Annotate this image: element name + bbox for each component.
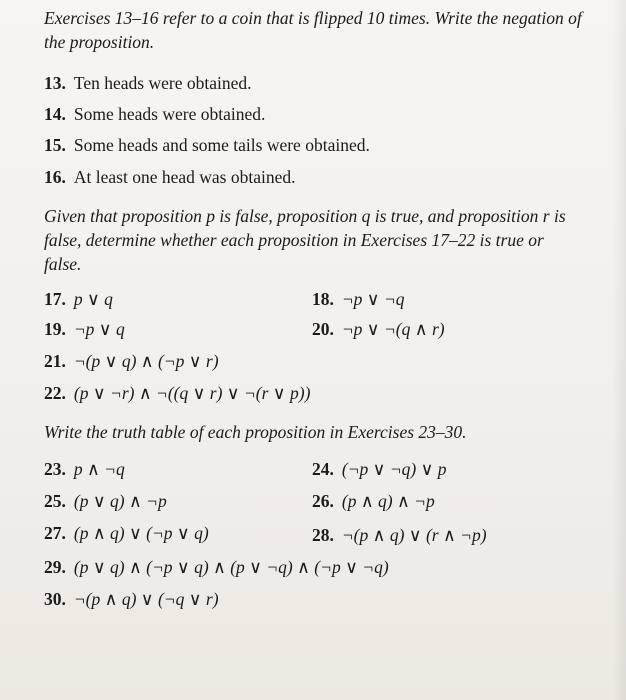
exercise-23	[44, 458, 125, 480]
exercise-formula: ¬p ∨ ¬(q ∧ r)	[341, 319, 445, 339]
instruction-13-16: Exercises 13–16 refer to a coin that is flipped 10 times. Write the negation of the proposition.	[44, 8, 582, 52]
exercise-number: 13.	[44, 73, 66, 93]
exercise-13	[44, 72, 251, 94]
exercise-25	[44, 490, 167, 512]
exercise-formula: p ∧ ¬q	[73, 459, 125, 479]
exercise-formula: (p ∨ ¬r) ∧ ¬((q ∨ r) ∨ ¬(r ∨ p))	[73, 383, 311, 403]
exercise-number: 16.	[44, 167, 66, 187]
exercise-number: 15.	[44, 135, 66, 155]
exercise-number: 28.	[312, 525, 334, 545]
exercise-17	[44, 288, 113, 310]
exercise-26	[312, 490, 435, 512]
exercise-29	[44, 556, 389, 578]
exercise-15	[44, 134, 370, 156]
exercise-number: 22.	[44, 383, 66, 403]
exercise-number: 24.	[312, 459, 334, 479]
exercise-number: 19.	[44, 319, 66, 339]
exercise-formula: ¬(p ∧ q) ∨ (¬q ∨ r)	[73, 589, 219, 609]
exercise-formula: (p ∧ q) ∧ ¬p	[341, 491, 435, 511]
exercise-number: 14.	[44, 104, 66, 124]
exercise-formula: ¬(p ∨ q) ∧ (¬p ∨ r)	[73, 351, 219, 371]
exercise-number: 23.	[44, 459, 66, 479]
exercise-formula: (p ∧ q) ∨ (¬p ∨ q)	[73, 523, 209, 543]
exercise-27	[44, 522, 209, 544]
exercise-number: 29.	[44, 557, 66, 577]
exercise-number: 17.	[44, 289, 66, 309]
exercise-19	[44, 318, 125, 340]
exercise-28	[312, 524, 487, 546]
exercise-formula: ¬p ∨ ¬q	[341, 289, 405, 309]
exercise-number: 21.	[44, 351, 66, 371]
exercise-formula: ¬p ∨ q	[73, 319, 125, 339]
exercise-number: 18.	[312, 289, 334, 309]
exercise-18	[312, 288, 405, 310]
exercise-number: 20.	[312, 319, 334, 339]
exercise-number: 30.	[44, 589, 66, 609]
exercise-24	[312, 458, 447, 480]
exercise-formula: p ∨ q	[73, 289, 113, 309]
exercise-text: Ten heads were obtained.	[73, 73, 252, 93]
exercise-30	[44, 588, 219, 610]
exercise-16	[44, 166, 295, 188]
exercise-21	[44, 350, 219, 372]
exercise-text: At least one head was obtained.	[73, 167, 296, 187]
exercise-formula: (¬p ∨ ¬q) ∨ p	[341, 459, 447, 479]
exercise-text: Some heads and some tails were obtained.	[73, 135, 370, 155]
exercise-formula: (p ∨ q) ∧ ¬p	[73, 491, 167, 511]
exercise-text: Some heads were obtained.	[73, 104, 266, 124]
exercise-22	[44, 382, 310, 404]
exercise-number: 27.	[44, 523, 66, 543]
instruction-23-30: Write the truth table of each proposition in Exercises 23–30.	[44, 422, 467, 442]
exercise-14	[44, 103, 265, 125]
instruction-17-22: Given that proposition p is false, proposition q is true, and proposition r is false, determine whether each proposition in Exercises 17–22 is true or false.	[44, 206, 566, 274]
exercise-number: 25.	[44, 491, 66, 511]
page-edge-shadow	[612, 0, 626, 700]
exercise-number: 26.	[312, 491, 334, 511]
exercise-formula: (p ∨ q) ∧ (¬p ∨ q) ∧ (p ∨ ¬q) ∧ (¬p ∨ ¬q)	[73, 557, 389, 577]
exercise-formula: ¬(p ∧ q) ∨ (r ∧ ¬p)	[341, 525, 487, 545]
exercise-20	[312, 318, 445, 340]
